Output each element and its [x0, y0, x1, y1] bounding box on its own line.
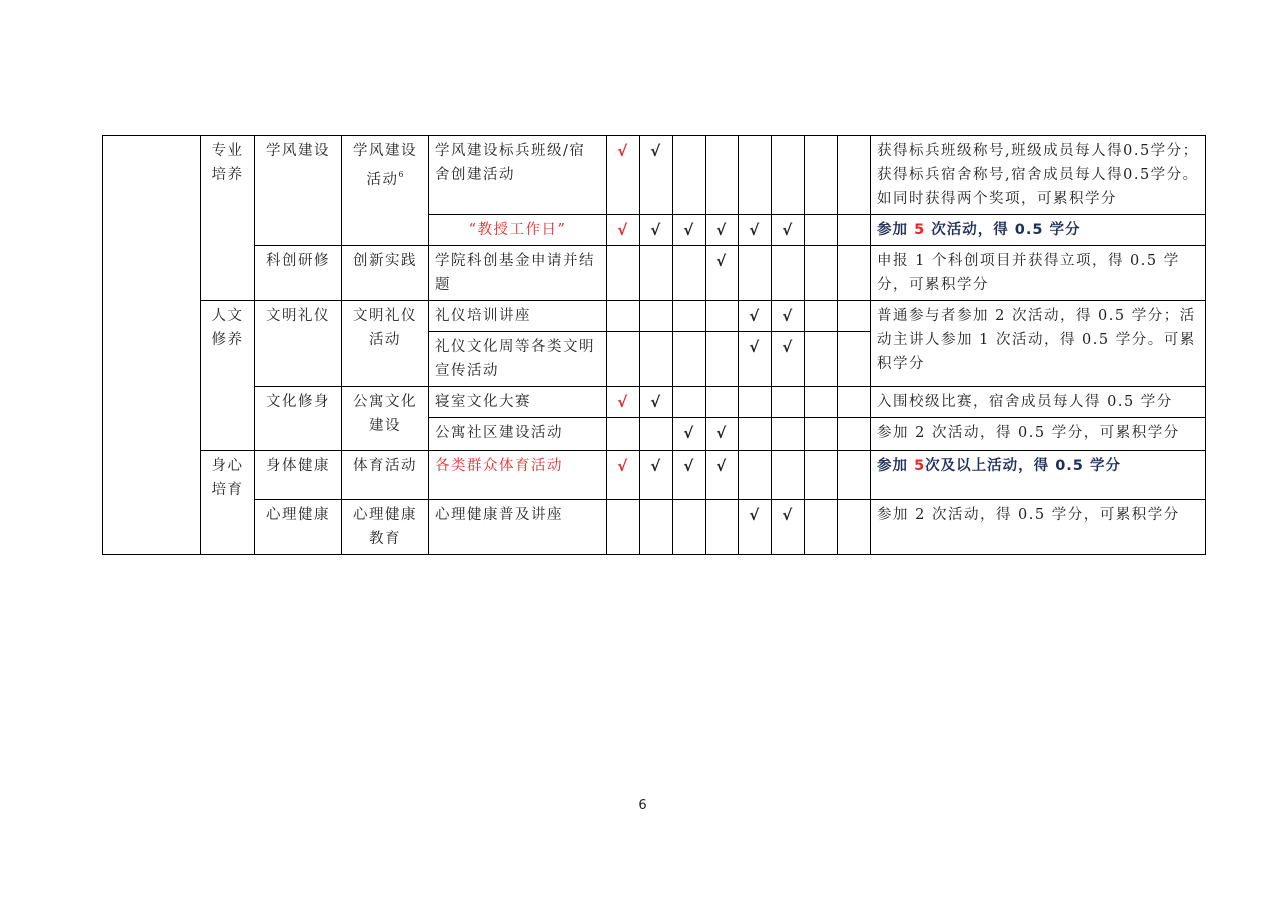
- category-cell: 人文修养: [201, 301, 255, 451]
- category-cell: 身心培育: [201, 451, 255, 555]
- check-cell: [607, 500, 640, 555]
- check-cell: √: [706, 451, 739, 500]
- check-cell: [772, 387, 805, 418]
- check-cell: [805, 451, 838, 500]
- check-cell: [838, 301, 871, 332]
- credit-rule-cell: 参加 2 次活动，得 0.5 学分，可累积学分: [871, 500, 1206, 555]
- activity-item-cell: 学院科创基金申请并结题: [429, 246, 607, 301]
- check-cell: [772, 136, 805, 215]
- check-cell: √: [772, 215, 805, 246]
- credit-rule-cell: 参加 2 次活动，得 0.5 学分，可累积学分: [871, 418, 1206, 451]
- subcategory-cell: 学风建设: [255, 136, 342, 246]
- check-cell: √: [772, 301, 805, 332]
- check-cell: [607, 332, 640, 387]
- activity-type-cell: 创新实践: [342, 246, 429, 301]
- check-cell: [640, 332, 673, 387]
- activity-item-cell: 寝室文化大赛: [429, 387, 607, 418]
- check-cell: √: [607, 451, 640, 500]
- check-cell: [673, 301, 706, 332]
- check-cell: [706, 332, 739, 387]
- activity-type-cell: 心理健康教育: [342, 500, 429, 555]
- table-row: [103, 301, 1206, 332]
- credit-rule-cell: 入围校级比赛，宿舍成员每人得 0.5 学分: [871, 387, 1206, 418]
- blank-first-column: [103, 136, 201, 555]
- category-cell: 专业培养: [201, 136, 255, 301]
- subcategory-cell: 科创研修: [255, 246, 342, 301]
- check-cell: [805, 387, 838, 418]
- activity-item-cell: 礼仪培训讲座: [429, 301, 607, 332]
- check-cell: [805, 301, 838, 332]
- check-cell: √: [739, 215, 772, 246]
- check-cell: [607, 301, 640, 332]
- check-cell: [838, 500, 871, 555]
- check-cell: [706, 136, 739, 215]
- table-row: [103, 451, 1206, 500]
- activity-item-cell: 公寓社区建设活动: [429, 418, 607, 451]
- activity-type-cell: 公寓文化建设: [342, 387, 429, 451]
- check-cell: [640, 418, 673, 451]
- activity-item-cell: “教授工作日”: [429, 215, 607, 246]
- check-cell: √: [739, 332, 772, 387]
- check-cell: [739, 451, 772, 500]
- check-cell: [673, 500, 706, 555]
- check-cell: √: [673, 215, 706, 246]
- check-cell: [640, 500, 673, 555]
- check-cell: [838, 246, 871, 301]
- check-cell: √: [772, 500, 805, 555]
- check-cell: √: [673, 451, 706, 500]
- credit-rule-cell: 普通参与者参加 2 次活动，得 0.5 学分；活动主讲人参加 1 次活动，得 0.5 学分。可累积学分: [871, 301, 1206, 387]
- check-cell: [838, 332, 871, 387]
- check-cell: [838, 215, 871, 246]
- check-cell: [673, 136, 706, 215]
- check-cell: [772, 451, 805, 500]
- check-cell: [739, 136, 772, 215]
- check-cell: [739, 387, 772, 418]
- check-cell: [772, 418, 805, 451]
- subcategory-cell: 文明礼仪: [255, 301, 342, 387]
- check-cell: [739, 418, 772, 451]
- table-row: [103, 387, 1206, 418]
- page-number: 6: [638, 798, 647, 813]
- check-cell: [739, 246, 772, 301]
- check-cell: [772, 246, 805, 301]
- check-cell: √: [739, 301, 772, 332]
- check-cell: [805, 418, 838, 451]
- activity-type-cell: 学风建设活动$^6$: [342, 136, 429, 246]
- activity-item-cell: 心理健康普及讲座: [429, 500, 607, 555]
- check-cell: [838, 418, 871, 451]
- check-cell: [805, 500, 838, 555]
- check-cell: √: [640, 215, 673, 246]
- check-cell: √: [640, 387, 673, 418]
- activity-item-cell: 学风建设标兵班级/宿舍创建活动: [429, 136, 607, 215]
- subcategory-cell: 文化修身: [255, 387, 342, 451]
- check-cell: √: [607, 215, 640, 246]
- check-cell: [805, 136, 838, 215]
- check-cell: [607, 418, 640, 451]
- credit-rule-cell: 参加 5次及以上活动，得 0.5 学分: [871, 451, 1206, 500]
- check-cell: √: [739, 500, 772, 555]
- table-row: [103, 136, 1206, 215]
- check-cell: [805, 215, 838, 246]
- check-cell: [805, 246, 838, 301]
- check-cell: [706, 387, 739, 418]
- check-cell: √: [673, 418, 706, 451]
- check-cell: [673, 332, 706, 387]
- check-cell: √: [640, 451, 673, 500]
- activity-credit-table: [102, 135, 1206, 555]
- credit-rule-cell: 参加 5 次活动，得 0.5 学分: [871, 215, 1206, 246]
- credit-rule-cell: 申报 1 个科创项目并获得立项，得 0.5 学分，可累积学分: [871, 246, 1206, 301]
- check-cell: [838, 387, 871, 418]
- check-cell: [673, 387, 706, 418]
- check-cell: [640, 301, 673, 332]
- activity-type-cell: 体育活动: [342, 451, 429, 500]
- check-cell: √: [607, 387, 640, 418]
- activity-type-cell: 文明礼仪活动: [342, 301, 429, 387]
- check-cell: √: [640, 136, 673, 215]
- subcategory-cell: 心理健康: [255, 500, 342, 555]
- activity-item-cell: 礼仪文化周等各类文明宣传活动: [429, 332, 607, 387]
- check-cell: √: [772, 332, 805, 387]
- check-cell: [706, 301, 739, 332]
- check-cell: [607, 246, 640, 301]
- check-cell: [805, 332, 838, 387]
- subcategory-cell: 身体健康: [255, 451, 342, 500]
- check-cell: √: [706, 418, 739, 451]
- check-cell: [838, 451, 871, 500]
- activity-item-cell: 各类群众体育活动: [429, 451, 607, 500]
- check-cell: √: [706, 246, 739, 301]
- credit-rule-cell: 获得标兵班级称号,班级成员每人得0.5学分；获得标兵宿舍称号,宿舍成员每人得0.5学分。如同时获得两个奖项，可累积学分: [871, 136, 1206, 215]
- check-cell: √: [607, 136, 640, 215]
- check-cell: [838, 136, 871, 215]
- check-cell: [673, 246, 706, 301]
- table-row: [103, 500, 1206, 555]
- footnote-marker: 6: [398, 170, 404, 179]
- check-cell: [640, 246, 673, 301]
- table-row: [103, 246, 1206, 301]
- check-cell: [706, 500, 739, 555]
- check-cell: √: [706, 215, 739, 246]
